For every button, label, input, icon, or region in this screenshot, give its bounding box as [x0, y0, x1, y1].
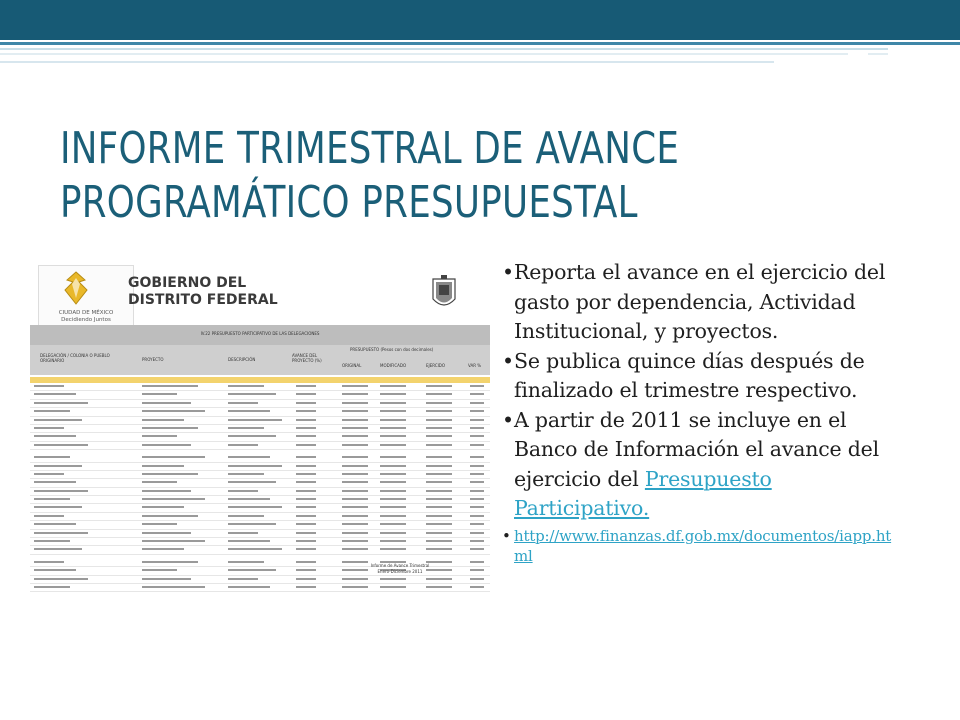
table-row	[30, 513, 490, 521]
table-row	[30, 454, 490, 462]
presupuesto-participativo-link[interactable]: Presupuesto Participativo.	[514, 466, 772, 520]
table-cell	[380, 465, 406, 467]
table-header	[30, 345, 490, 375]
table-cell	[470, 435, 484, 437]
table-cell	[470, 523, 484, 525]
table-header-cell: DELEGACIÓN / COLONIA O PUEBLO ORIGINARIO	[40, 353, 110, 363]
table-cell	[380, 490, 406, 492]
table-header-cell: VAR %	[468, 363, 482, 368]
table-cell	[142, 393, 177, 395]
table-row	[30, 417, 490, 425]
gov-name-line1: GOBIERNO DEL	[128, 275, 247, 291]
table-cell	[34, 456, 70, 458]
gov-name	[128, 275, 278, 309]
table-cell	[296, 481, 316, 483]
banner-line	[0, 53, 848, 55]
table-cell	[296, 540, 316, 542]
table-cell	[142, 481, 177, 483]
table-header-cell: AVANCE DEL PROYECTO (%)	[292, 353, 322, 363]
table-cell	[296, 402, 316, 404]
table-cell	[34, 569, 76, 571]
table-cell	[142, 427, 198, 429]
table-cell	[380, 532, 406, 534]
table-cell	[470, 473, 484, 475]
table-cell	[426, 578, 452, 580]
table-cell	[228, 393, 276, 395]
table-cell	[342, 393, 368, 395]
table-cell	[342, 444, 368, 446]
table-cell	[380, 402, 406, 404]
table-cell	[142, 385, 198, 387]
bullet-item-url	[502, 526, 902, 566]
table-cell	[296, 385, 316, 387]
table-cell	[296, 427, 316, 429]
table-cell	[296, 456, 316, 458]
table-cell	[380, 523, 406, 525]
table-row	[30, 576, 490, 584]
cdmx-emblem-icon	[61, 270, 91, 306]
table-row	[30, 521, 490, 529]
table-cell	[426, 506, 452, 508]
table-cell	[470, 402, 484, 404]
slide-title-line1: INFORME TRIMESTRAL DE AVANCE	[60, 123, 680, 174]
table-cell	[228, 410, 270, 412]
table-cell	[380, 419, 406, 421]
banner-line	[0, 42, 960, 45]
table-cell	[34, 419, 82, 421]
table-cell	[142, 402, 191, 404]
table-cell	[34, 548, 82, 550]
table-cell	[296, 419, 316, 421]
table-cell	[228, 532, 258, 534]
table-cell	[296, 393, 316, 395]
table-cell	[228, 515, 264, 517]
table-cell	[342, 473, 368, 475]
table-cell	[342, 456, 368, 458]
table-cell	[470, 444, 484, 446]
table-cell	[296, 473, 316, 475]
table-cell	[142, 490, 191, 492]
table-cell	[426, 444, 452, 446]
table-cell	[470, 540, 484, 542]
banner-line	[868, 53, 888, 55]
table-row	[30, 504, 490, 512]
bullet-dot-icon: •	[502, 526, 511, 545]
table-header-cell: EJERCIDO	[426, 363, 446, 368]
table-cell	[342, 506, 368, 508]
table-cell	[342, 498, 368, 500]
table-row	[30, 433, 490, 441]
table-cell	[426, 498, 452, 500]
table-cell	[296, 561, 316, 563]
table-cell	[426, 427, 452, 429]
table-cell	[470, 393, 484, 395]
table-cell	[470, 465, 484, 467]
table-row	[30, 383, 490, 391]
table-row	[30, 442, 490, 450]
table-cell	[228, 419, 282, 421]
table-cell	[380, 427, 406, 429]
top-banner	[0, 0, 960, 40]
table-cell	[342, 427, 368, 429]
table-row	[30, 425, 490, 433]
table-row	[30, 488, 490, 496]
table-cell	[426, 540, 452, 542]
table-cell	[228, 385, 264, 387]
table-cell	[470, 578, 484, 580]
table-row	[30, 400, 490, 408]
table-cell	[142, 540, 205, 542]
table-header-cell: MODIFICADO	[380, 363, 407, 368]
table-cell	[296, 444, 316, 446]
table-cell	[426, 410, 452, 412]
table-cell	[142, 473, 198, 475]
table-cell	[342, 586, 368, 588]
table-cell	[296, 523, 316, 525]
table-cell	[380, 410, 406, 412]
cdmx-logo	[38, 265, 134, 331]
slide-title	[60, 122, 816, 230]
table-cell	[228, 465, 282, 467]
table-cell	[426, 515, 452, 517]
table-footnote	[360, 563, 440, 575]
table-cell	[34, 498, 70, 500]
table-cell	[470, 586, 484, 588]
table-cell	[228, 402, 258, 404]
table-cell	[342, 402, 368, 404]
table-cell	[228, 456, 270, 458]
table-cell	[342, 490, 368, 492]
table-cell	[470, 569, 484, 571]
table-cell	[142, 586, 205, 588]
table-cell	[470, 490, 484, 492]
bullet-item	[502, 258, 902, 347]
table-cell	[296, 515, 316, 517]
table-cell	[470, 561, 484, 563]
table-cell	[380, 393, 406, 395]
table-header-cell: PRESUPUESTO (Pesos con dos decimales)	[350, 347, 434, 352]
slide-title-line2: PROGRAMÁTICO PRESUPUESTAL	[60, 177, 638, 228]
table-cell	[34, 393, 76, 395]
table-cell	[228, 578, 258, 580]
table-cell	[296, 506, 316, 508]
table-cell	[142, 444, 191, 446]
table-cell	[296, 532, 316, 534]
table-cell	[380, 586, 406, 588]
table-row	[30, 391, 490, 399]
table-cell	[426, 435, 452, 437]
table-header-cell: ORIGINAL	[342, 363, 362, 368]
table-cell	[142, 532, 191, 534]
bullet-item	[502, 347, 902, 406]
table-cell	[34, 586, 70, 588]
table-cell	[228, 427, 264, 429]
table-cell	[228, 540, 270, 542]
table-cell	[34, 506, 82, 508]
table-cell	[470, 385, 484, 387]
table-title: IV.22 PRESUPUESTO PARTICIPATIVO DE LAS DELEGACIONES	[200, 331, 320, 336]
table-cell	[380, 456, 406, 458]
table-cell	[34, 473, 64, 475]
table-cell	[296, 490, 316, 492]
table-body	[30, 377, 490, 592]
table-cell	[426, 548, 452, 550]
table-header-cell: PROYECTO	[142, 357, 164, 362]
table-cell	[426, 523, 452, 525]
logo-caption-1: CIUDAD DE MÉXICO	[58, 310, 114, 316]
table-cell	[470, 548, 484, 550]
table-cell	[34, 465, 82, 467]
table-cell	[142, 456, 205, 458]
table-row	[30, 471, 490, 479]
bullet-text: A partir de 2011 se incluye en el Banco de Información el avance del ejercicio del	[514, 407, 879, 491]
table-cell	[228, 561, 264, 563]
table-cell	[470, 532, 484, 534]
table-cell	[34, 540, 70, 542]
table-cell	[470, 481, 484, 483]
table-cell	[142, 561, 198, 563]
bullet-item	[502, 406, 902, 524]
table-cell	[142, 515, 198, 517]
table-cell	[142, 435, 177, 437]
table-cell	[34, 481, 76, 483]
table-cell	[426, 586, 452, 588]
table-cell	[34, 385, 64, 387]
table-cell	[34, 532, 88, 534]
table-cell	[34, 427, 64, 429]
table-header-cell: DESCRIPCIÓN	[228, 357, 256, 362]
table-cell	[470, 419, 484, 421]
banner-line	[0, 61, 774, 63]
table-cell	[470, 410, 484, 412]
table-cell	[380, 578, 406, 580]
table-cell	[142, 498, 205, 500]
table-cell	[470, 498, 484, 500]
table-cell	[34, 561, 64, 563]
table-cell	[228, 506, 282, 508]
table-cell	[380, 385, 406, 387]
table-cell	[342, 532, 368, 534]
table-cell	[228, 481, 276, 483]
table-cell	[34, 435, 76, 437]
finanzas-url-link[interactable]: http://www.finanzas.df.gob.mx/documentos/iapp.html	[514, 526, 892, 565]
table-cell	[380, 506, 406, 508]
table-cell	[342, 419, 368, 421]
table-cell	[142, 506, 184, 508]
bullet-dot-icon: •	[502, 348, 514, 373]
bullet-text: Reporta el avance en el ejercicio del gasto por dependencia, Actividad Institucional, y proyectos.	[514, 260, 886, 343]
table-cell	[228, 498, 270, 500]
table-cell	[342, 410, 368, 412]
table-cell	[342, 515, 368, 517]
table-cell	[342, 385, 368, 387]
table-cell	[470, 456, 484, 458]
table-cell	[34, 578, 88, 580]
table-cell	[142, 419, 184, 421]
table-cell	[296, 548, 316, 550]
bullet-dot-icon: •	[502, 407, 514, 432]
table-cell	[426, 473, 452, 475]
table-cell	[34, 410, 70, 412]
table-cell	[426, 402, 452, 404]
table-cell	[228, 569, 276, 571]
bullet-list	[502, 258, 902, 566]
table-cell	[296, 465, 316, 467]
table-cell	[470, 506, 484, 508]
table-cell	[142, 569, 177, 571]
table-cell	[228, 444, 258, 446]
table-cell	[426, 456, 452, 458]
report-document-image	[30, 265, 490, 595]
coat-of-arms-icon	[430, 273, 458, 313]
logo-caption-2: Decidiendo Juntos	[61, 317, 111, 323]
table-cell	[342, 523, 368, 525]
table-cell	[342, 435, 368, 437]
table-cell	[426, 419, 452, 421]
table-row	[30, 463, 490, 471]
gov-name-line2: DISTRITO FEDERAL	[128, 292, 278, 308]
table-cell	[342, 548, 368, 550]
table-cell	[34, 490, 88, 492]
table-cell	[142, 578, 191, 580]
table-cell	[34, 515, 64, 517]
table-row	[30, 530, 490, 538]
table-cell	[142, 523, 177, 525]
table-cell	[34, 523, 76, 525]
table-cell	[426, 532, 452, 534]
table-cell	[228, 548, 282, 550]
table-cell	[228, 435, 276, 437]
table-cell	[380, 548, 406, 550]
banner-line	[0, 48, 888, 50]
footnote-line2: Enero-Diciembre 2011	[377, 569, 423, 574]
table-cell	[342, 481, 368, 483]
table-cell	[380, 481, 406, 483]
table-cell	[34, 402, 88, 404]
table-cell	[470, 515, 484, 517]
table-cell	[296, 586, 316, 588]
table-cell	[342, 540, 368, 542]
table-cell	[34, 444, 88, 446]
table-cell	[380, 435, 406, 437]
table-cell	[380, 515, 406, 517]
table-cell	[380, 444, 406, 446]
table-row	[30, 496, 490, 504]
table-cell	[426, 490, 452, 492]
table-cell	[296, 435, 316, 437]
table-cell	[380, 473, 406, 475]
table-row	[30, 479, 490, 487]
table-cell	[228, 490, 258, 492]
table-cell	[342, 578, 368, 580]
table-row	[30, 538, 490, 546]
table-cell	[380, 498, 406, 500]
table-row	[30, 584, 490, 592]
table-cell	[380, 540, 406, 542]
table-cell	[426, 465, 452, 467]
table-cell	[142, 410, 205, 412]
table-row	[30, 546, 490, 554]
table-cell	[228, 523, 276, 525]
table-cell	[296, 498, 316, 500]
table-cell	[426, 393, 452, 395]
table-row	[30, 408, 490, 416]
table-cell	[296, 578, 316, 580]
table-cell	[142, 465, 184, 467]
table-cell	[142, 548, 184, 550]
table-cell	[342, 465, 368, 467]
table-cell	[426, 481, 452, 483]
table-cell	[470, 427, 484, 429]
table-cell	[296, 410, 316, 412]
table-cell	[228, 586, 270, 588]
table-cell	[426, 385, 452, 387]
bullet-text: Se publica quince días después de finalizado el trimestre respectivo.	[514, 348, 865, 402]
table-cell	[228, 473, 264, 475]
bullet-dot-icon: •	[502, 260, 514, 284]
table-cell	[296, 569, 316, 571]
footnote-line1: Informe de Avance Trimestral	[370, 563, 430, 568]
